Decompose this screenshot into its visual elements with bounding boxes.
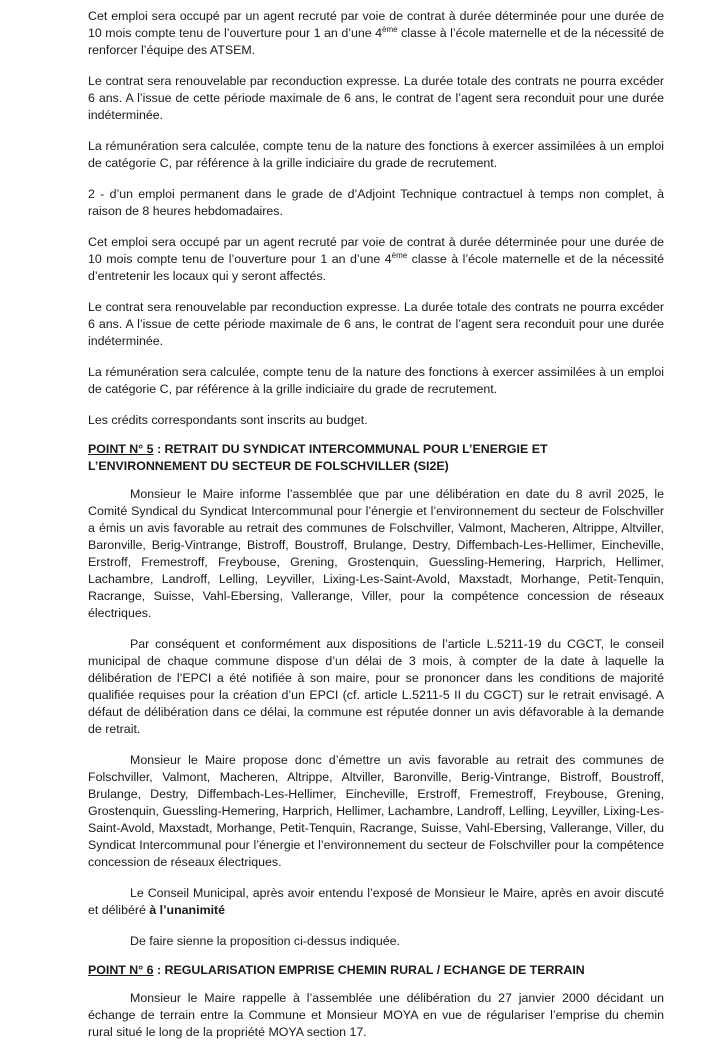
text: classe à l’école maternelle et de la nécessité d’entretenir les locaux qui y seront affectés.: [88, 252, 664, 283]
unanimity-text: à l’unanimité: [149, 903, 226, 917]
text: Cet emploi sera occupé par un agent recruté par voie de contrat à durée déterminée pour une durée de 10 mois compte tenu de l’ouverture pour 1 an d’une 4: [88, 9, 664, 40]
paragraph-technical-post: 2 - d’un emploi permanent dans le grade de d’Adjoint Technique contractuel à temps non complet, à raison de 8 heures hebdomadaires.: [88, 187, 664, 218]
point5-paragraph-5: De faire sienne la proposition ci-dessus indiquée.: [130, 934, 400, 948]
point5-paragraph-3: Monsieur le Maire propose donc d’émettre un avis favorable au retrait des communes de Folschviller, Valmont, Macheren, Altrippe, Altviller, Baronville, Berig-Vintrange, Bistroff, Boustroff, Brulange, Destry, Diffembach-Les-Hellimer, Eincheville, Erstroff, Fremestroff, Freybouse, Grening, Grostenquin, Guessling-Hemering, Harprich, Hellimer, Lachambre, Landroff, Lelling, Leyviller, Lixing-Les-Saint-Avold, Maxstadt, Morhange, Petit-Tenquin, Racrange, Suisse, Vahl-Ebersing, Vallerange, Viller, du Syndicat Intercommunal pour l’énergie et l’environnement du secteur de Folschviller pour la compétence concession de réseaux électriques.: [88, 753, 664, 869]
superscript: ème: [382, 24, 398, 34]
point5-label: POINT N° 5: [88, 442, 154, 456]
point5-title: : RETRAIT DU SYNDICAT INTERCOMMUNAL POUR L’ENERGIE ET L’ENVIRONNEMENT DU SECTEUR DE FOLSCHVILLER (SI2E): [88, 442, 548, 473]
text: classe à l’école maternelle et de la nécessité de renforcer l’équipe des ATSEM.: [88, 26, 664, 57]
text: Le Conseil Municipal, après avoir entendu l’exposé de Monsieur le Maire, après en avoir discuté et délibéré: [88, 886, 664, 917]
point5-paragraph-1: Monsieur le Maire informe l’assemblée que par une délibération en date du 8 avril 2025, le Comité Syndical du Syndicat Intercommunal pour l’énergie et l’environnement du secteur de Folschviller a émis un avis favorable au retrait des communes de Folschviller, Valmont, Macheren, Altrippe, Altviller, Baronville, Berig-Vintrange, Bistroff, Boustroff, Brulange, Destry, Diffembach-Les-Hellimer, Eincheville, Erstroff, Fremestroff, Freybouse, Grening, Grostenquin, Guessling-Hemering, Harprich, Hellimer, Lachambre, Landroff, Lelling, Leyviller, Lixing-Les-Saint-Avold, Maxstadt, Morhange, Petit-Tenquin, Racrange, Suisse, Vahl-Ebersing, Vallerange, Viller, pour la compétence concession de réseaux électriques.: [88, 487, 664, 620]
paragraph-remuneration: La rémunération sera calculée, compte tenu de la nature des fonctions à exercer assimilées à un emploi de catégorie C, par référence à la grille indiciaire du grade de recrutement.: [88, 139, 664, 170]
paragraph-contract-maintenance: [88, 234, 664, 285]
point6-label: POINT N° 6: [88, 963, 154, 977]
point6-title: : REGULARISATION EMPRISE CHEMIN RURAL / ECHANGE DE TERRAIN: [153, 963, 585, 977]
paragraph-budget: Les crédits correspondants sont inscrits au budget.: [88, 413, 368, 427]
paragraph-renewal-2: Le contrat sera renouvelable par reconduction expresse. La durée totale des contrats ne pourra excéder 6 ans. A l’issue de cette période maximale de 6 ans, le contrat de l’agent sera reconduit pour une durée indéterminée.: [88, 300, 664, 348]
superscript: ème: [391, 250, 408, 260]
point5-paragraph-2: Par conséquent et conformément aux dispositions de l’article L.5211-19 du CGCT, le conseil municipal de chaque commune dispose d’un délai de 3 mois, à compter de la date à laquelle la délibération de l’EPCI a été notifiée à son maire, pour se prononcer dans les conditions de majorité qualifiée requises pour la création d’un EPCI (cf. article L.5211-5 II du CGCT) sur le retrait envisagé. A défaut de délibération dans ce délai, la commune est réputée donner un avis défavorable à la demande de retrait.: [88, 637, 664, 736]
paragraph-remuneration-2: La rémunération sera calculée, compte tenu de la nature des fonctions à exercer assimilées à un emploi de catégorie C, par référence à la grille indiciaire du grade de recrutement.: [88, 365, 664, 396]
text: Cet emploi sera occupé par un agent recruté par voie de contrat à durée déterminée pour une durée de 10 mois compte tenu de l’ouverture pour 1 an d’une 4: [88, 235, 664, 266]
paragraph-renewal: Le contrat sera renouvelable par reconduction expresse. La durée totale des contrats ne pourra excéder 6 ans. A l’issue de cette période maximale de 6 ans, le contrat de l’agent sera reconduit pour une durée indéterminée.: [88, 74, 664, 122]
point5-paragraph-4: [88, 885, 664, 919]
paragraph-contract-atsem: [88, 8, 664, 59]
point5-heading: [88, 441, 664, 475]
point6-heading: [88, 962, 664, 979]
point6-paragraph-1: Monsieur le Maire rappelle à l’assemblée une délibération du 27 janvier 2000 décidant un échange de terrain entre la Commune et Monsieur MOYA en vue de régulariser l’emprise du chemin rural situé le long de la propriété MOYA section 17.: [88, 991, 664, 1039]
